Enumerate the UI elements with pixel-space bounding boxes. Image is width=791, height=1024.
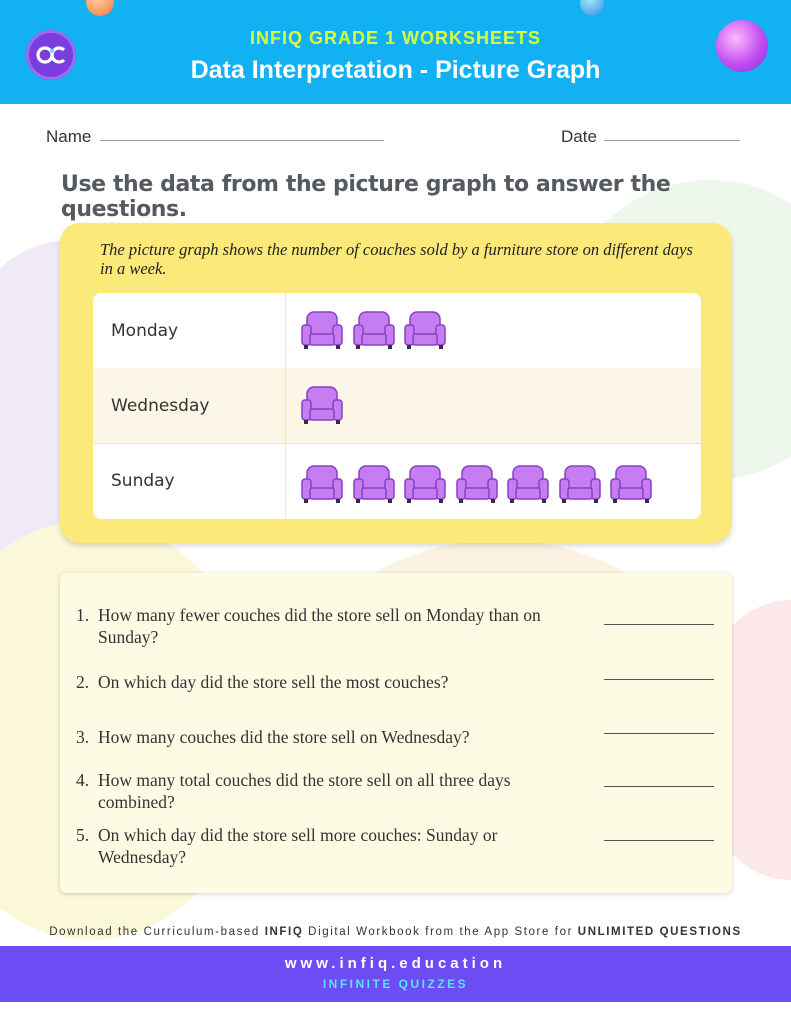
page-title: Data Interpretation - Picture Graph [190, 56, 601, 84]
question-text: How many fewer couches did the store sell on Monday than on Sunday? [98, 605, 541, 647]
answer-line[interactable] [604, 786, 714, 787]
couch-icon [404, 309, 446, 351]
answer-line[interactable] [604, 624, 714, 625]
graph-day-label: Sunday [111, 471, 175, 491]
couch-icon [559, 463, 601, 505]
couch-icon [507, 463, 549, 505]
footer-tagline: INFINITE QUIZZES [322, 977, 469, 991]
graph-day-cell [93, 293, 286, 368]
couch-icon [301, 309, 343, 351]
question-number: 4. [76, 770, 90, 790]
decor-ball-blue [580, 0, 604, 16]
graph-day-cell [93, 368, 286, 443]
couch-icon [301, 463, 343, 505]
question-text: How many total couches did the store sell on all three days combined? [98, 770, 511, 812]
couch-icon [404, 463, 446, 505]
couch-icon [353, 463, 395, 505]
instruction-heading: Use the data from the picture graph to answer the questions. [61, 172, 671, 222]
question-number: 5. [76, 825, 90, 845]
graph-day-cell [93, 443, 286, 519]
question-text: On which day did the store sell more couches: Sunday or Wednesday? [98, 825, 498, 867]
question-number: 2. [76, 672, 90, 692]
promo-pre: Download the Curriculum-based [49, 926, 265, 938]
name-line[interactable] [100, 140, 384, 141]
promo-end: UNLIMITED QUESTIONS [577, 926, 742, 938]
question-number: 3. [76, 727, 90, 747]
graph-day-label: Monday [111, 320, 179, 341]
couch-icon [610, 463, 652, 505]
date-label: Date [561, 127, 597, 146]
name-label: Name [46, 127, 92, 146]
promo-brand: INFIQ [264, 926, 304, 938]
picture-graph-panel [60, 223, 732, 543]
graph-row [93, 443, 701, 519]
graph-row [93, 368, 701, 444]
date-line[interactable] [604, 140, 740, 141]
graph-row [93, 293, 701, 369]
header-subtitle: INFIQ GRADE 1 WORKSHEETS [249, 28, 542, 48]
question-number: 1. [76, 605, 90, 625]
promo-text [0, 926, 791, 938]
answer-line[interactable] [604, 733, 714, 734]
page-header [0, 0, 791, 104]
couch-icon [301, 384, 343, 426]
website-link[interactable]: www.infiq.education [284, 955, 507, 972]
promo-mid: Digital Workbook from the App Store for [303, 926, 578, 938]
couch-icon [456, 463, 498, 505]
page-footer [0, 946, 791, 1002]
question-text: How many couches did the store sell on Wednesday? [98, 727, 470, 747]
answer-line[interactable] [604, 679, 714, 680]
answer-line[interactable] [604, 840, 714, 841]
questions-panel [60, 573, 732, 893]
graph-caption: The picture graph shows the number of couches sold by a furniture store on different days in a week. [100, 240, 693, 278]
question-text: On which day did the store sell the most couches? [98, 672, 449, 692]
graph-day-label: Wednesday [111, 395, 210, 416]
picture-graph-table [93, 293, 701, 519]
decor-ball-orange [86, 0, 114, 16]
couch-icon [353, 309, 395, 351]
